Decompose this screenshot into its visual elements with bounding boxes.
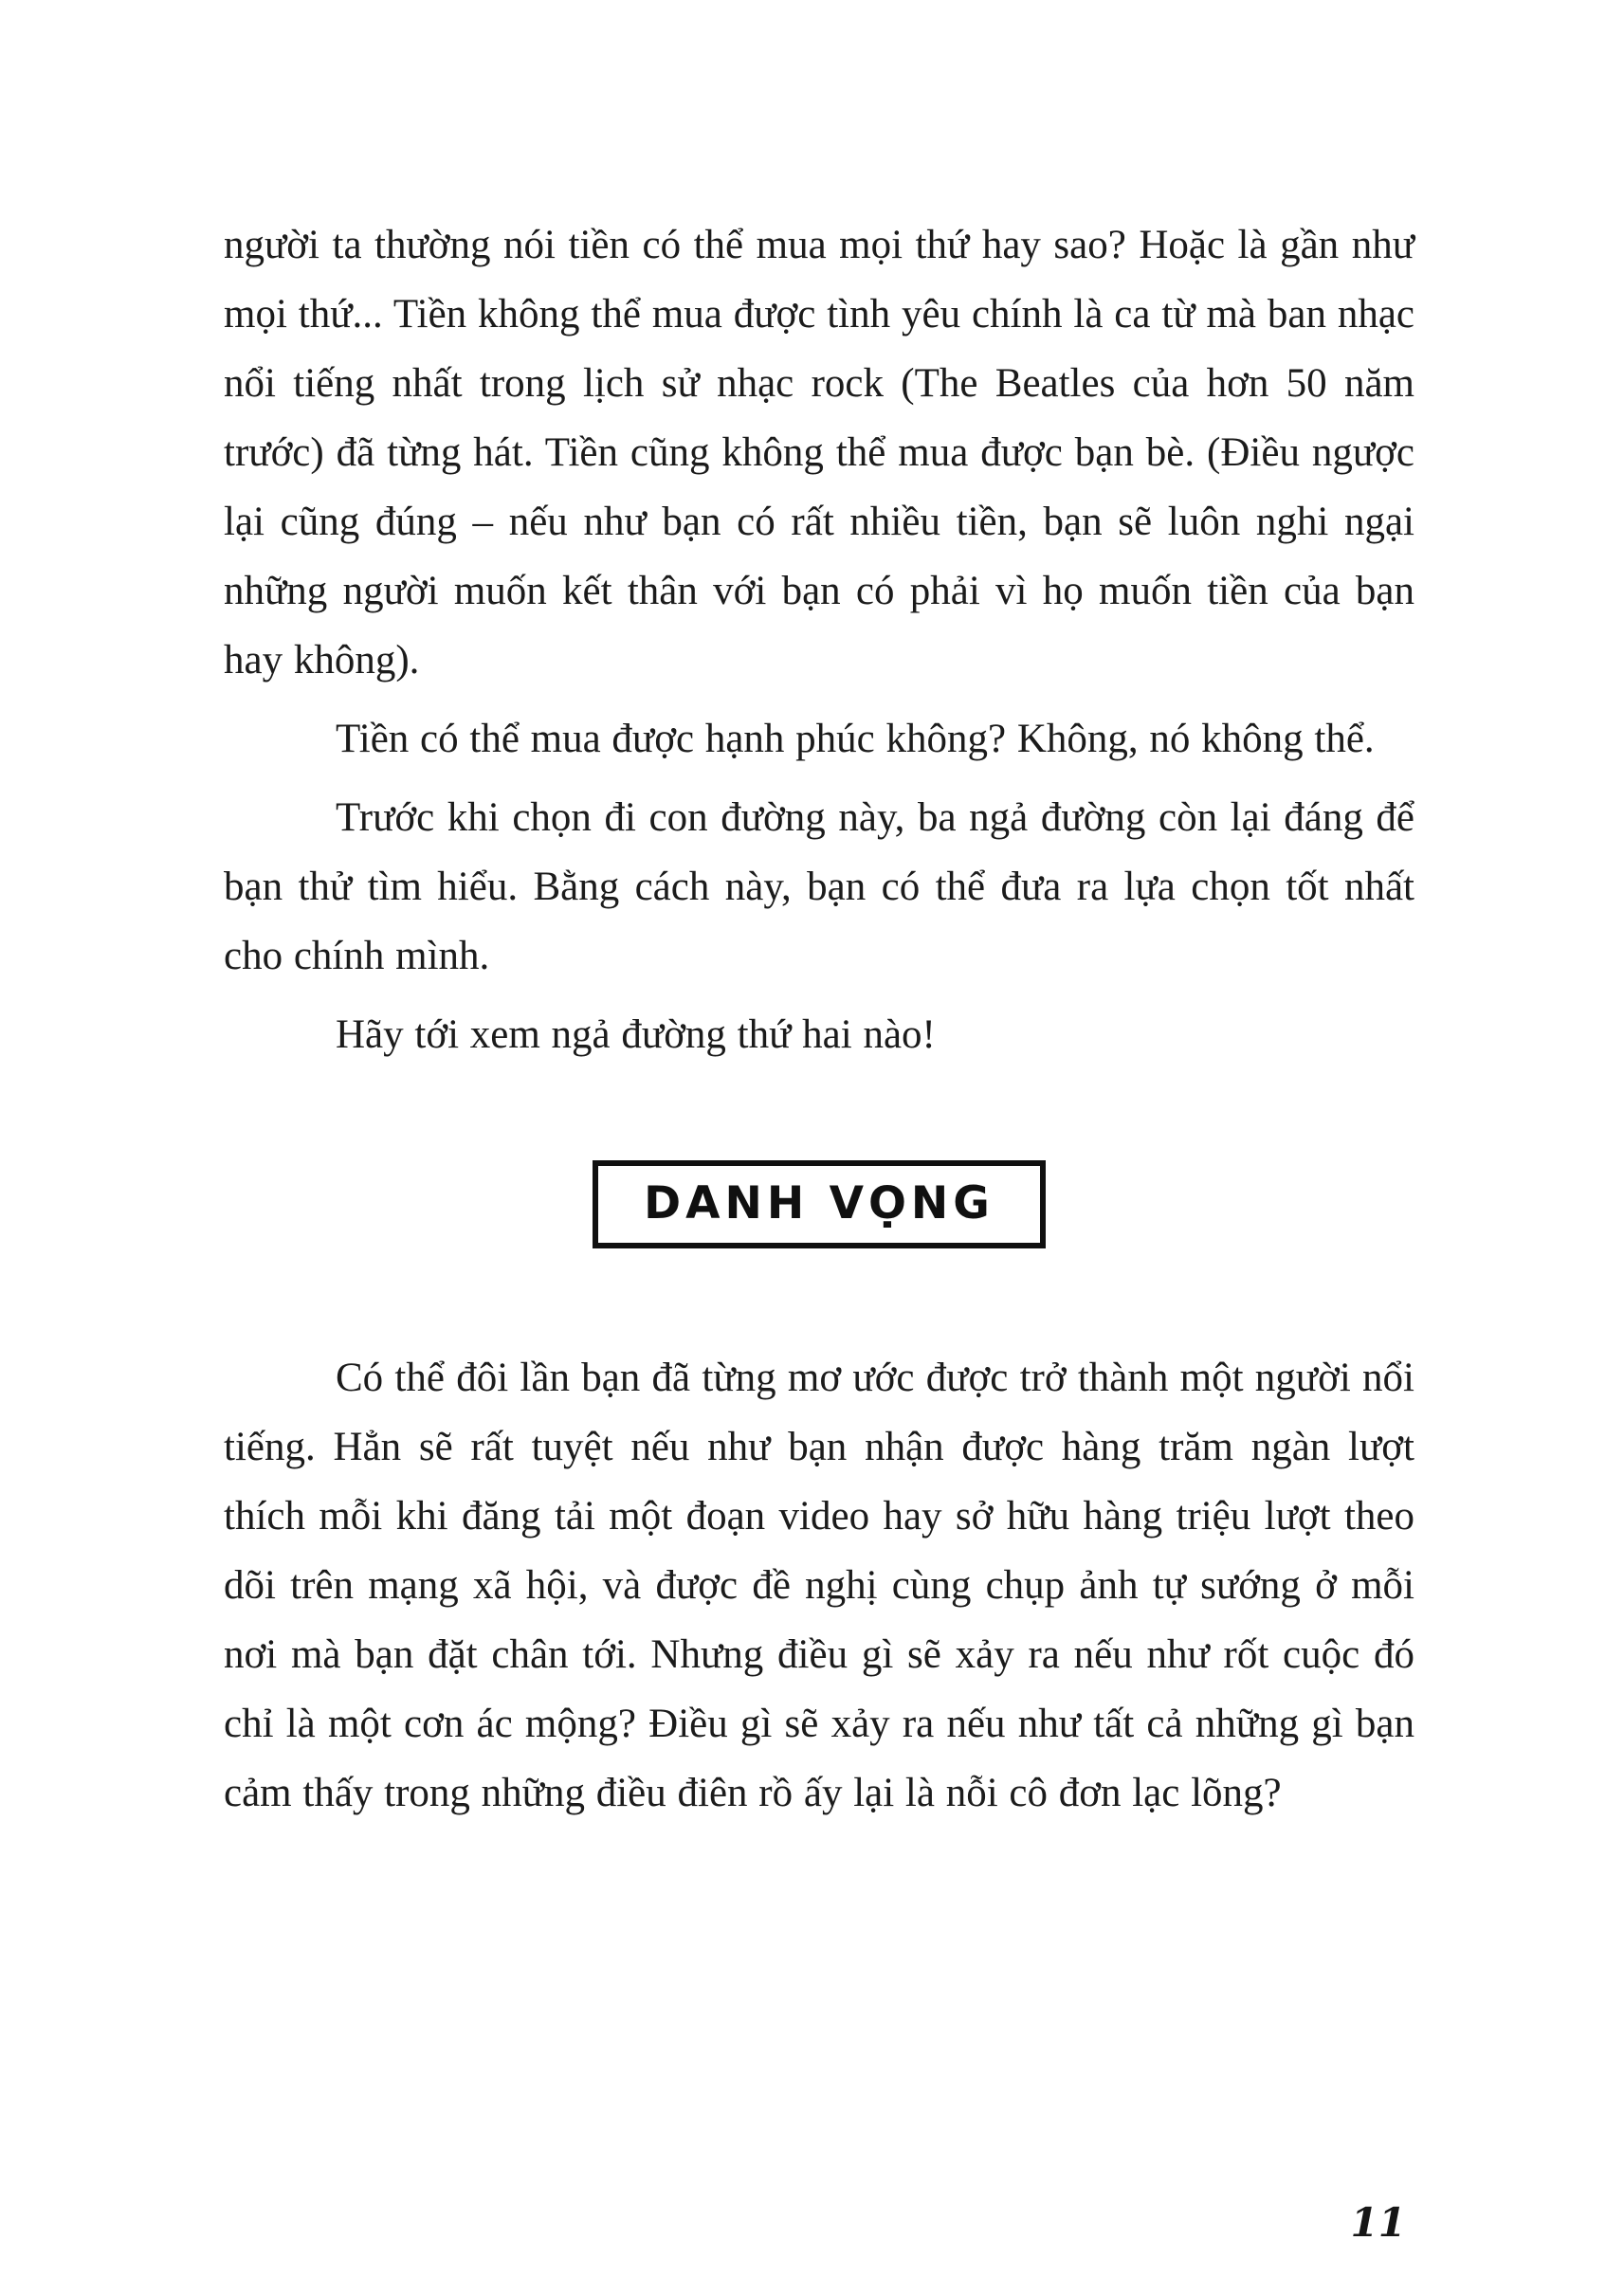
- section-heading-box: [593, 1160, 1046, 1248]
- section-heading: DANH VỌNG: [644, 1177, 994, 1229]
- paragraph: Tiền có thể mua được hạnh phúc không? Không, nó không thể.: [336, 717, 1375, 761]
- paragraph: Hãy tới xem ngả đường thứ hai nào!: [336, 1012, 936, 1057]
- paragraph: Trước khi chọn đi con đường này, ba ngả đường còn lại đáng để bạn thử tìm hiểu. Bằng cách này, bạn có thể đưa ra lựa chọn tốt nhất cho chính mình.: [224, 795, 1414, 978]
- page-number: 11: [1350, 2199, 1406, 2246]
- section-heading-container: [224, 1160, 1414, 1248]
- paragraph: Có thể đôi lần bạn đã từng mơ ước được trở thành một người nổi tiếng. Hẳn sẽ rất tuyệt nếu như bạn nhận được hàng trăm ngàn lượt thích mỗi khi đăng tải một đoạn video hay sở hữu hàng triệu lượt theo dõi trên mạng xã hội, và được đề nghị cùng chụp ảnh tự sướng ở mỗi nơi mà bạn đặt chân tới. Nhưng điều gì sẽ xảy ra nếu như rốt cuộc đó chỉ là một cơn ác mộng? Điều gì sẽ xảy ra nếu như tất cả những gì bạn cảm thấy trong những điều điên rồ ấy lại là nỗi cô đơn lạc lõng?: [224, 1356, 1414, 1815]
- book-page: [224, 210, 1414, 1837]
- paragraph: người ta thường nói tiền có thể mua mọi thứ hay sao? Hoặc là gần như mọi thứ... Tiền không thể mua được tình yêu chính là ca từ mà ban nhạc nổi tiếng nhất trong lịch sử nhạc rock (The Beatles của hơn 50 năm trước) đã từng hát. Tiền cũng không thể mua được bạn bè. (Điều ngược lại cũng đúng – nếu như bạn có rất nhiều tiền, bạn sẽ luôn nghi ngại những người muốn kết thân với bạn có phải vì họ muốn tiền của bạn hay không).: [224, 223, 1414, 683]
